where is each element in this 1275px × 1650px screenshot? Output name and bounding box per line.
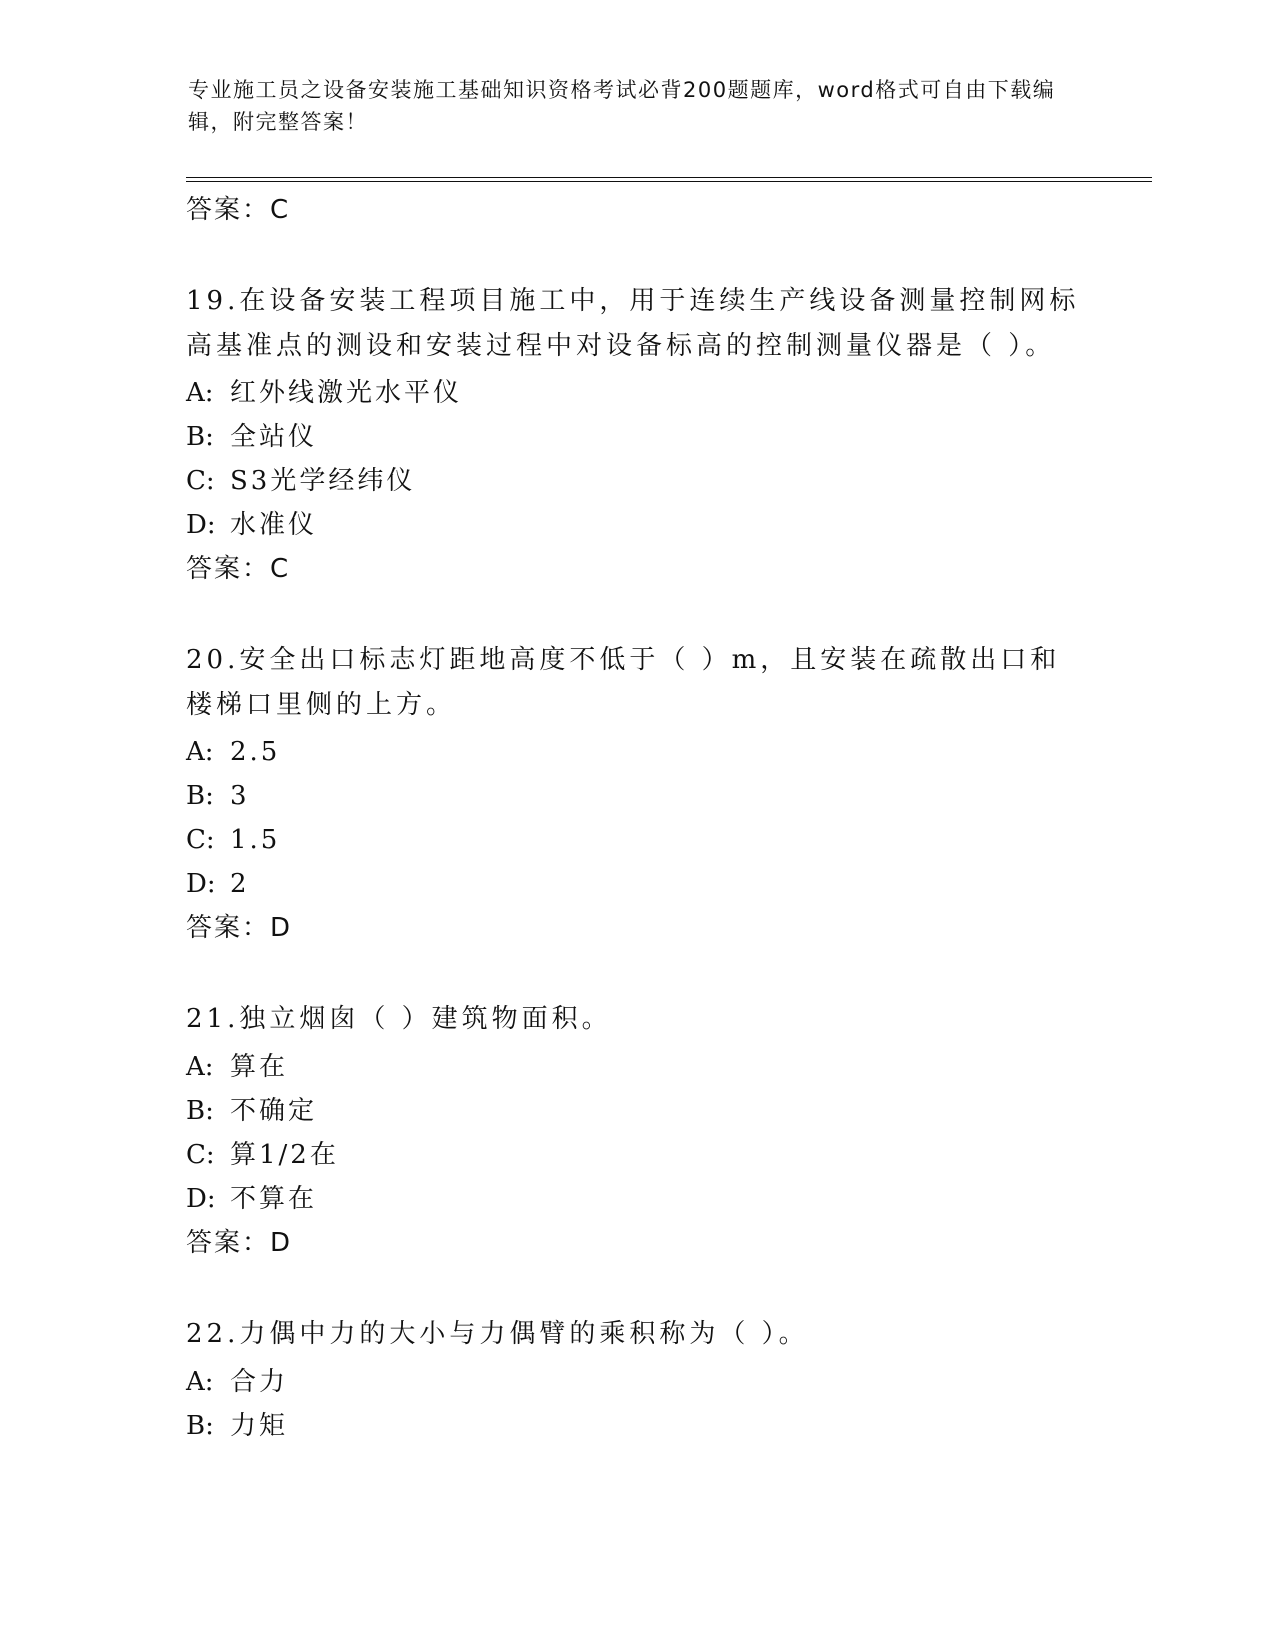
option-letter: B:: [186, 1411, 214, 1441]
question-21-answer: 答案：D: [186, 1228, 293, 1258]
option-text: 算1/2在: [230, 1140, 339, 1170]
answer-prev: 答案：C: [186, 195, 291, 225]
question-20-option-b: [186, 779, 250, 813]
question-20-option-d: [186, 867, 250, 901]
question-21-option-d: [186, 1182, 317, 1216]
option-text: 3: [230, 781, 250, 811]
question-21-option-c: [186, 1138, 339, 1172]
option-text: 水准仪: [230, 510, 318, 540]
option-text: 红外线激光水平仪: [230, 378, 463, 408]
option-letter: C:: [186, 466, 215, 496]
question-21-text: 21.独立烟囱（ ）建筑物面积。: [186, 1004, 612, 1034]
option-letter: D:: [186, 869, 216, 899]
option-text: 不算在: [230, 1184, 318, 1214]
option-text: 合力: [230, 1367, 289, 1397]
question-20-answer: 答案：D: [186, 913, 293, 943]
option-text: 2: [230, 869, 250, 899]
option-text: 算在: [230, 1052, 289, 1082]
option-letter: A:: [186, 1367, 214, 1397]
question-21-option-b: [186, 1094, 317, 1128]
option-letter: D:: [186, 510, 216, 540]
option-letter: B:: [186, 781, 214, 811]
option-text: 力矩: [230, 1411, 289, 1441]
option-letter: A:: [186, 378, 214, 408]
option-text: S3光学经纬仪: [230, 466, 416, 496]
question-22-option-a: [186, 1365, 288, 1399]
question-19-option-a: [186, 376, 462, 410]
option-text: 1.5: [230, 825, 281, 855]
question-21-option-a: [186, 1050, 288, 1084]
question-20-text: 20.安全出口标志灯距地高度不低于（ ）m，且安装在疏散出口和楼梯口里侧的上方。: [186, 645, 1061, 720]
question-20-option-a: [186, 735, 280, 769]
header-double-rule: [186, 177, 1152, 182]
option-text: 2.5: [230, 737, 281, 767]
option-letter: C:: [186, 1140, 215, 1170]
option-letter: B:: [186, 422, 214, 452]
question-20-option-c: [186, 823, 280, 857]
option-letter: A:: [186, 1052, 214, 1082]
question-19-text: 19.在设备安装工程项目施工中，用于连续生产线设备测量控制网标高基准点的测设和安装过程中对设备标高的控制测量仪器是（ ）。: [186, 286, 1080, 361]
question-19-option-d: [186, 508, 317, 542]
question-19-answer: 答案：C: [186, 554, 291, 584]
option-letter: B:: [186, 1096, 214, 1126]
option-text: 全站仪: [230, 422, 318, 452]
question-19-option-b: [186, 420, 317, 454]
question-22-text: 22.力偶中力的大小与力偶臂的乘积称为（ ）。: [186, 1319, 809, 1349]
option-letter: A:: [186, 737, 214, 767]
option-letter: D:: [186, 1184, 216, 1214]
question-22-option-b: [186, 1409, 288, 1443]
question-19-option-c: [186, 464, 415, 498]
document-header: 专业施工员之设备安装施工基础知识资格考试必背200题题库，word格式可自由下载编辑，附完整答案！: [188, 78, 1056, 134]
option-text: 不确定: [230, 1096, 318, 1126]
option-letter: C:: [186, 825, 215, 855]
